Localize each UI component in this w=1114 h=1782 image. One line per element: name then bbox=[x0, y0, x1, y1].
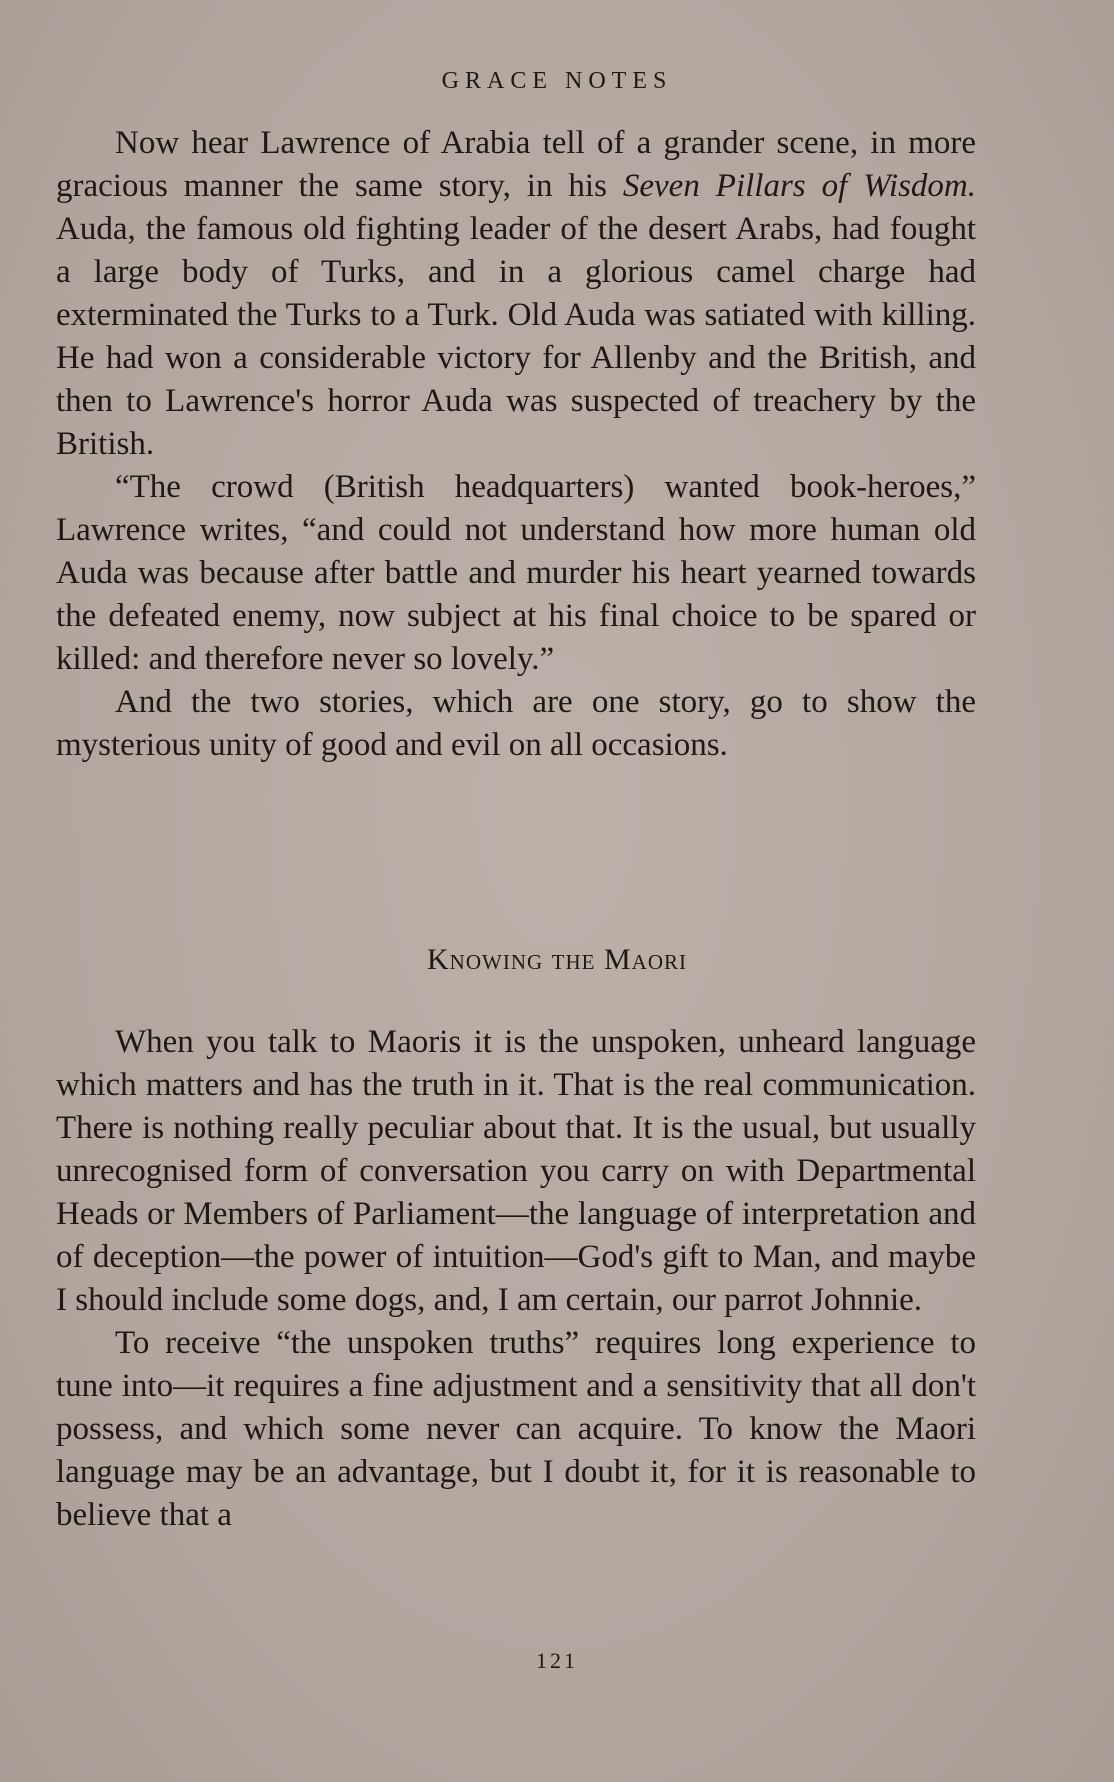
section-a-body bbox=[56, 122, 976, 767]
running-head: GRACE NOTES bbox=[441, 68, 673, 94]
paragraph bbox=[56, 122, 976, 466]
page-number: 121 bbox=[536, 1648, 578, 1673]
paragraph: And the two stories, which are one story, go to show the mysterious unity of good and evil on all occasions. bbox=[56, 684, 976, 763]
section-title: Knowing the Maori bbox=[427, 943, 687, 976]
section-b-body bbox=[56, 1021, 976, 1537]
paragraph-text: Now hear Lawrence of Arabia tell of a grander scene, in more gracious manner the same story, in his bbox=[56, 125, 976, 204]
paragraph: “The crowd (British headquarters) wanted book-heroes,” Lawrence writes, “and could not understand how more human old Auda was because after battle and murder his heart yearned towards the defeated enemy, now subject at his final choice to be spared or killed: and therefore never so lovely.” bbox=[56, 469, 976, 677]
paragraph: To receive “the unspoken truths” requires long experience to tune into—it requires a fine adjustment and a sensitivity that all don't possess, and which some never can acquire. To know the Maori language may be an advantage, but I doubt it, for it is reasonable to believe that a bbox=[56, 1325, 976, 1533]
paragraph: When you talk to Maoris it is the unspoken, unheard language which matters and has the truth in it. That is the real communication. There is nothing really peculiar about that. It is the usual, but usually unrecognised form of conversation you carry on with Departmental Heads or Members of Parliament—the language of interpretation and of deception—the power of intuition—God's gift to Man, and maybe I should include some dogs, and, I am certain, our parrot Johnnie. bbox=[56, 1024, 976, 1318]
book-title: Seven Pillars of Wisdom. bbox=[622, 168, 976, 204]
paragraph-text: Auda, the famous old fighting leader of the desert Arabs, had fought a large body of Turks, and in a glorious camel charge had exterminated the Turks to a Turk. Old Auda was satiated with killing. He had won a considerable victory for Allenby and the British, and then to Lawrence's horror Auda was suspected of treachery by the British. bbox=[56, 211, 976, 462]
